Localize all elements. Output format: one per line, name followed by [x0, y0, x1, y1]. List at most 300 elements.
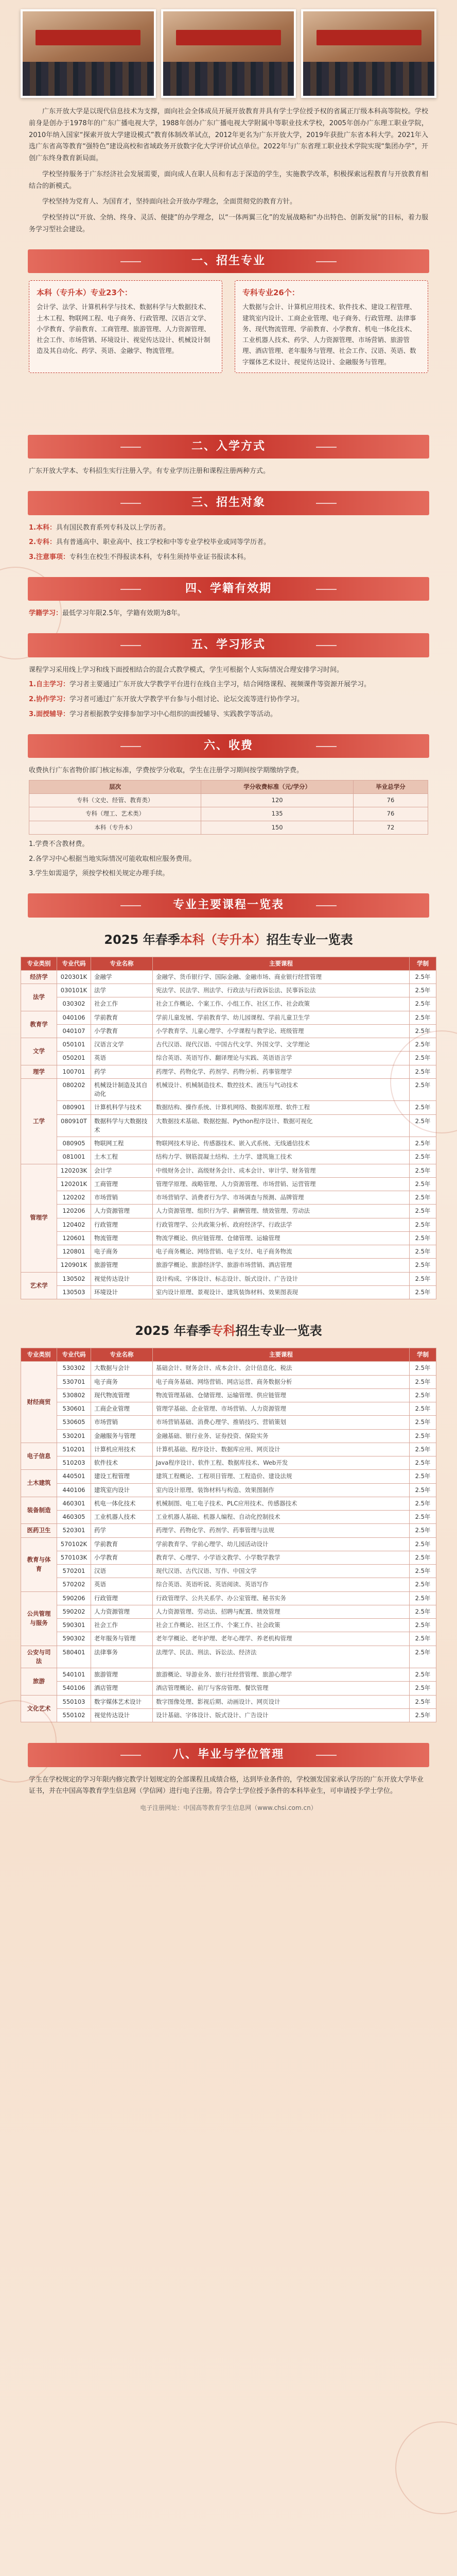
major-code: 570202 [57, 1578, 91, 1591]
major-courses: 小学教育学、儿童心理学、小学课程与教学论、班级管理 [153, 1024, 410, 1038]
major-courses: 金融基础、银行业务、证券投资、保险实务 [153, 1429, 410, 1443]
major-name: 建设工程管理 [91, 1470, 153, 1483]
table-row [21, 1245, 436, 1259]
major-courses: 物联网技术导论、传感器技术、嵌入式系统、无线通信技术 [153, 1137, 410, 1150]
major-duration: 2.5年 [410, 1078, 436, 1101]
major-name: 工业机器人技术 [91, 1511, 153, 1524]
major-name: 学前教育 [91, 1011, 153, 1024]
table-row [21, 1177, 436, 1191]
major-name: 英语 [91, 1052, 153, 1065]
major-duration: 2.5年 [410, 1632, 436, 1646]
major-code: 530701 [57, 1375, 91, 1388]
major-duration: 2.5年 [410, 1052, 436, 1065]
major-code: 050201 [57, 1052, 91, 1065]
major-name: 小学教育 [91, 1024, 153, 1038]
major-name: 金融学 [91, 970, 153, 984]
major-name: 物联网工程 [91, 1137, 153, 1150]
footer-note: 电子注册网址：中国高等教育学生信息网（www.chsi.com.cn） [140, 1804, 317, 1811]
major-name: 工商企业管理 [91, 1402, 153, 1416]
target-item: 1.本科：具有国民教育系列专科及以上学历者。 [29, 523, 170, 532]
major-courses: 人力资源管理、组织行为学、薪酬管理、绩效管理、劳动法 [153, 1205, 410, 1218]
table-row [21, 984, 436, 997]
major-duration: 2.5年 [410, 1578, 436, 1591]
major-name: 旅游管理 [91, 1668, 153, 1682]
major-category: 工学 [21, 1078, 57, 1164]
target-item: 2.专科：具有普通高中、职业高中、技工学校和中等专业学校毕业或同等学历者。 [29, 538, 270, 547]
major-courses: 古代汉语、现代汉语、中国古代文学、外国文学、文学理论 [153, 1038, 410, 1052]
fee-header: 学分收费标准（元/学分） [201, 780, 354, 793]
table-row: 本科（专升本） 150 72 [29, 821, 428, 834]
major-code: 030101K [57, 984, 91, 997]
major-duration: 2.5年 [410, 1150, 436, 1164]
major-name: 市场营销 [91, 1416, 153, 1429]
major-name: 工商管理 [91, 1177, 153, 1191]
major-code: 040106 [57, 1011, 91, 1024]
fee-note: 3.学生如需退学，须按学校相关规定办理手续。 [29, 870, 169, 878]
major-duration: 2.5年 [410, 1137, 436, 1150]
major-code: 520301 [57, 1524, 91, 1537]
study-item: 3.面授辅导：学习者根据教学安排参加学习中心组织的面授辅导、实践教学等活动。 [29, 710, 277, 718]
major-name: 老年服务与管理 [91, 1632, 153, 1646]
table-row [21, 1150, 436, 1164]
major-duration: 2.5年 [410, 1362, 436, 1375]
major-code: 080901 [57, 1101, 91, 1114]
major-category: 医药卫生 [21, 1524, 57, 1537]
major-duration: 2.5年 [410, 1591, 436, 1605]
major-courses: 现代汉语、古代汉语、写作、中国文学 [153, 1565, 410, 1578]
table-row [21, 1497, 436, 1510]
major-courses: 物流学概论、供应链管理、仓储管理、运输管理 [153, 1231, 410, 1245]
table-row [21, 1470, 436, 1483]
decoration-cloud [395, 2421, 457, 2514]
major-code: 570103K [57, 1551, 91, 1564]
major-courses: Java程序设计、软件工程、数据库技术、Web开发 [153, 1456, 410, 1470]
table-row [21, 1101, 436, 1114]
college-majors-table: 专业类别 专业代码 专业名称 主要课程 学制 财经商贸 530302 大数据与会计 基础会计、财务会计、成本会计、会计信息化、税法 2.5年 530701 电子商务 电子商务基础、网络营销、网店运营、商务数据分析 2.5年 530802 现代物流管理 物流管理基础、仓储管理、运输管理、供应链管理 2.5年 530601 工商企业管理 管理学基础、企业管理、市场营销、人力资源管理 2.5年 530605 市场营销 市场营销基础、消费心理学、推销技巧、营销策划 2.5年 530201 金融服务与管理 金融基础、银行业务、证券投资、保险实务 2.5年 电子信息 510201 计算机应用技术 计算机基础、程序设计、数据库应用、网页设计 2.5年 510203 软件技术 Java程序设计、软件工程、数据库技术、Web开发 2.5年 土木建筑 440501 建设工程管理 建筑工程概论、工程项目管理、工程造价、建设法规 2.5年 440106 建筑室内设计 室内设计原理、装饰材料与构造、效果图制作 2.5年 装备制造 460301 机电一体化技术 机械制图、电工电子技术、PLC应用技术、传感器技术 2.5年 460305 工业机器人技术 工业机器人基础、机器人编程、自动化控制技术 2.5年 医药卫生 520301 药学 药理学、药物化学、药剂学、药事管理与法规 2.5年 教育与体育 570102K 学前教育 学前教育学、学前心理学、幼儿园活动设计 2.5年 570103K 小学教育 教育学、心理学、小学语文教学、小学数学教学 2.5年 570201 汉语 现代汉语、古代汉语、写作、中国文学 2.5年 570202 英语 综合英语、英语听说、英语阅读、英语写作 2.5年 公共管理与服务 590206 行政管理 行政管理学、公共关系学、办公室管理、秘书实务 2.5年 590202 人力资源管理 人力资源管理、劳动法、招聘与配置、绩效管理 2.5年 590301 社会工作 社会工作概论、社区工作、个案工作、社会政策 2.5年 590302 老年服务与管理 老年学概论、老年护理、老年心理学、养老机构管理 2.5年 公安与司法 580401 法律事务 法理学、民法、刑法、诉讼法、经济法 2.5年 旅游 540101 旅游管理 旅游概论、导游业务、旅行社经营管理、旅游心理学 2.5年 540106 酒店管理 酒店管理概论、前厅与客房管理、餐饮管理 2.5年 文化艺术 550103 数字媒体艺术设计 数字图像处理、影视后期、动画设计、网页设计 2.5年 550102 视觉传达设计 设计基础、字体设计、版式设计、广告设计 2.5年 [21, 1348, 436, 1722]
table-row [21, 1164, 436, 1177]
table-row [21, 1632, 436, 1646]
major-duration: 2.5年 [410, 1065, 436, 1078]
major-name: 机械设计制造及其自动化 [91, 1078, 153, 1101]
major-courses: 教育学、心理学、小学语文教学、小学数学教学 [153, 1551, 410, 1564]
major-code: 020301K [57, 970, 91, 984]
table-row [21, 1218, 436, 1231]
major-name: 电子商务 [91, 1375, 153, 1388]
intro-paragraph: 广东开放大学是以现代信息技术为支撑，面向社会全体成员开展开放教育并具有学士学位授予权的省属正厅级本科高等院校。学校前身是创办于1978年的广东广播电视大学，1988年创办广东广播电视大学附属中等职业技术学校，2005年创办广东理工职业学院，2010年纳入国家“探索开放大学建设模式”教育体制改革试点，2012年更名为广东开放大学，2019年获批广东省本科大学。2021年入选广东省高等教育“强特色”建设高校和省域政务开放数字化大学评价试点单位。2022年与广东省理工职业技术学院实现“集团办学”，开创广东终身教育新局面。 [29, 108, 428, 162]
major-code: 130502 [57, 1272, 91, 1285]
major-duration: 2.5年 [410, 984, 436, 997]
major-code: 530302 [57, 1362, 91, 1375]
major-category: 土木建筑 [21, 1470, 57, 1497]
table-row [21, 970, 436, 984]
major-duration: 2.5年 [410, 1646, 436, 1668]
major-code: 100701 [57, 1065, 91, 1078]
major-code: 460301 [57, 1497, 91, 1510]
major-name: 法学 [91, 984, 153, 997]
major-courses: 老年学概论、老年护理、老年心理学、养老机构管理 [153, 1632, 410, 1646]
major-code: 120202 [57, 1191, 91, 1205]
major-duration: 2.5年 [410, 1551, 436, 1564]
major-code: 510203 [57, 1456, 91, 1470]
major-courses: 旅游学概论、旅游经济学、旅游市场营销、酒店管理 [153, 1259, 410, 1272]
major-duration: 2.5年 [410, 1101, 436, 1114]
intro-paragraph: 学校坚持为党育人、为国育才，坚持面向社会开放办学理念，全面贯彻党的教育方针。 [42, 198, 297, 206]
major-category: 文学 [21, 1038, 57, 1065]
table-row [21, 1191, 436, 1205]
table-row [21, 1416, 436, 1429]
major-name: 市场营销 [91, 1191, 153, 1205]
major-code: 120601 [57, 1231, 91, 1245]
table-row [21, 1483, 436, 1497]
major-duration: 2.5年 [410, 1038, 436, 1052]
major-name: 电子商务 [91, 1245, 153, 1259]
major-courses: 数字图像处理、影视后期、动画设计、网页设计 [153, 1695, 410, 1708]
event-photo [301, 9, 436, 98]
card-title: 专科专业26个： [242, 288, 300, 297]
major-code: 120402 [57, 1218, 91, 1231]
fee-intro: 收费执行广东省物价部门核定标准，学费按学分收取，学生在注册学习期间按学期缴纳学费。 [29, 767, 304, 774]
major-courses: 综合英语、英语听说、英语阅读、英语写作 [153, 1578, 410, 1591]
major-name: 土木工程 [91, 1150, 153, 1164]
major-duration: 2.5年 [410, 1272, 436, 1285]
table-row [21, 1065, 436, 1078]
major-name: 会计学 [91, 1164, 153, 1177]
major-courses: 人力资源管理、劳动法、招聘与配置、绩效管理 [153, 1605, 410, 1618]
major-courses: 市场营销学、消费者行为学、市场调查与预测、品牌管理 [153, 1191, 410, 1205]
major-code: 530601 [57, 1402, 91, 1416]
table-row [21, 1137, 436, 1150]
major-duration: 2.5年 [410, 1470, 436, 1483]
major-name: 数据科学与大数据技术 [91, 1114, 153, 1137]
major-name: 数字媒体艺术设计 [91, 1695, 153, 1708]
major-courses: 数据结构、操作系统、计算机网络、数据库原理、软件工程 [153, 1101, 410, 1114]
major-name: 金融服务与管理 [91, 1429, 153, 1443]
major-code: 530201 [57, 1429, 91, 1443]
major-code: 130503 [57, 1285, 91, 1299]
table-row [21, 1429, 436, 1443]
major-name: 建筑室内设计 [91, 1483, 153, 1497]
study-list [0, 665, 457, 721]
graduation-text: 学生在学校规定的学习年限内修完教学计划规定的全部课程且成绩合格，达到毕业条件的，学校颁发国家承认学历的广东开放大学毕业证书，并在中国高等教育学生信息网（学信网）进行电子注册。符合学士学位授予条件的本科毕业生，可申请授予学士学位。 [29, 1775, 424, 1795]
table-row [21, 1259, 436, 1272]
major-duration: 2.5年 [410, 997, 436, 1011]
table-row [21, 1052, 436, 1065]
fee-table [29, 780, 428, 835]
major-code: 120901K [57, 1259, 91, 1272]
major-name: 人力资源管理 [91, 1205, 153, 1218]
major-code: 080905 [57, 1137, 91, 1150]
major-code: 570102K [57, 1537, 91, 1551]
major-duration: 2.5年 [410, 1218, 436, 1231]
major-courses: 工业机器人基础、机器人编程、自动化控制技术 [153, 1511, 410, 1524]
major-duration: 2.5年 [410, 1537, 436, 1551]
major-name: 汉语言文学 [91, 1038, 153, 1052]
table-row [21, 1682, 436, 1695]
major-duration: 2.5年 [410, 1429, 436, 1443]
major-name: 社会工作 [91, 1619, 153, 1632]
major-code: 590202 [57, 1605, 91, 1618]
major-courses: 药理学、药物化学、药剂学、药事管理与法规 [153, 1524, 410, 1537]
table-row [21, 997, 436, 1011]
major-courses: 建筑工程概论、工程项目管理、工程造价、建设法规 [153, 1470, 410, 1483]
study-item: 1.自主学习：学习者主要通过广东开放大学教学平台进行在线自主学习，结合网络课程、视频课件等资源开展学习。 [29, 681, 371, 689]
major-name: 小学教育 [91, 1551, 153, 1564]
major-duration: 2.5年 [410, 1375, 436, 1388]
major-courses: 管理学基础、企业管理、市场营销、人力资源管理 [153, 1402, 410, 1416]
major-duration: 2.5年 [410, 1565, 436, 1578]
major-name: 学前教育 [91, 1537, 153, 1551]
major-duration: 2.5年 [410, 1114, 436, 1137]
major-name: 大数据与会计 [91, 1362, 153, 1375]
major-duration: 2.5年 [410, 1456, 436, 1470]
table-row [21, 1375, 436, 1388]
major-courses: 社会工作概论、个案工作、小组工作、社区工作、社会政策 [153, 997, 410, 1011]
section-title-graduation: 八、毕业与学位管理 [28, 1743, 429, 1767]
major-code: 040107 [57, 1024, 91, 1038]
major-duration: 2.5年 [410, 1245, 436, 1259]
major-name: 机电一体化技术 [91, 1497, 153, 1510]
major-code: 120801 [57, 1245, 91, 1259]
major-code: 080202 [57, 1078, 91, 1101]
major-code: 120203K [57, 1164, 91, 1177]
major-name: 人力资源管理 [91, 1605, 153, 1618]
bachelor-majors-card [29, 280, 222, 373]
major-category: 法学 [21, 984, 57, 1011]
table-row [21, 1443, 436, 1456]
bachelor-list-title: 2025 年春季本科（专升本）招生专业一览表 [104, 932, 353, 947]
major-courses: 物流管理基础、仓储管理、运输管理、供应链管理 [153, 1388, 410, 1402]
table-row [21, 1231, 436, 1245]
table-row [21, 1114, 436, 1137]
major-code: 550102 [57, 1708, 91, 1722]
major-category: 艺术学 [21, 1272, 57, 1299]
major-name: 行政管理 [91, 1591, 153, 1605]
major-name: 社会工作 [91, 997, 153, 1011]
major-courses: 药理学、药物化学、药剂学、药物分析、药事管理学 [153, 1065, 410, 1078]
major-category: 公安与司法 [21, 1646, 57, 1668]
major-name: 英语 [91, 1578, 153, 1591]
major-courses: 学前儿童发展、学前教育学、幼儿园课程、学前儿童卫生学 [153, 1011, 410, 1024]
table-row [21, 1511, 436, 1524]
major-name: 法律事务 [91, 1646, 153, 1668]
major-duration: 2.5年 [410, 970, 436, 984]
major-courses: 基础会计、财务会计、成本会计、会计信息化、税法 [153, 1362, 410, 1375]
major-code: 530802 [57, 1388, 91, 1402]
major-duration: 2.5年 [410, 1511, 436, 1524]
target-list [0, 522, 457, 564]
major-courses: 管理学原理、战略管理、人力资源管理、市场营销、运营管理 [153, 1177, 410, 1191]
major-code: 540106 [57, 1682, 91, 1695]
major-category: 管理学 [21, 1164, 57, 1272]
fee-header: 毕业总学分 [353, 780, 428, 793]
major-category: 经济学 [21, 970, 57, 984]
major-duration: 2.5年 [410, 1024, 436, 1038]
table-row [21, 1668, 436, 1682]
major-code: 050101 [57, 1038, 91, 1052]
table-row [21, 1578, 436, 1591]
major-duration: 2.5年 [410, 1695, 436, 1708]
major-duration: 2.5年 [410, 1164, 436, 1177]
major-courses: 金融学、货币银行学、国际金融、金融市场、商业银行经营管理 [153, 970, 410, 984]
major-code: 120201K [57, 1177, 91, 1191]
major-duration: 2.5年 [410, 1497, 436, 1510]
section-title-fee: 六、收费 [28, 734, 429, 758]
major-category: 教育与体育 [21, 1537, 57, 1591]
major-duration: 2.5年 [410, 1443, 436, 1456]
major-courses: 学前教育学、学前心理学、幼儿园活动设计 [153, 1537, 410, 1551]
major-courses: 计算机基础、程序设计、数据库应用、网页设计 [153, 1443, 410, 1456]
major-courses: 综合英语、英语写作、翻译理论与实践、英语语言学 [153, 1052, 410, 1065]
major-category: 教育学 [21, 1011, 57, 1038]
photo-strip [0, 0, 457, 98]
major-courses: 社会工作概论、社区工作、个案工作、社会政策 [153, 1619, 410, 1632]
table-row [21, 1038, 436, 1052]
major-courses: 市场营销基础、消费心理学、推销技巧、营销策划 [153, 1416, 410, 1429]
major-duration: 2.5年 [410, 1524, 436, 1537]
major-duration: 2.5年 [410, 1191, 436, 1205]
major-code: 530605 [57, 1416, 91, 1429]
table-row [21, 1011, 436, 1024]
table-row [21, 1524, 436, 1537]
major-code: 030302 [57, 997, 91, 1011]
major-name: 环境设计 [91, 1285, 153, 1299]
study-intro: 课程学习采用线上学习和线下面授相结合的混合式教学模式，学生可根据个人实际情况合理安排学习时间。 [29, 666, 344, 674]
table-row [21, 1205, 436, 1218]
major-courses: 宪法学、民法学、刑法学、行政法与行政诉讼法、民事诉讼法 [153, 984, 410, 997]
major-name: 软件技术 [91, 1456, 153, 1470]
section-title-entry: 二、入学方式 [28, 435, 429, 459]
table-row: 专科（理工、艺术类） 135 76 [29, 807, 428, 821]
major-duration: 2.5年 [410, 1668, 436, 1682]
school-intro [0, 98, 457, 236]
table-row [21, 1272, 436, 1285]
major-category: 旅游 [21, 1668, 57, 1696]
card-title: 本科（专升本）专业23个： [37, 288, 132, 297]
major-courses: 电子商务基础、网络营销、网店运营、商务数据分析 [153, 1375, 410, 1388]
major-duration: 2.5年 [410, 1388, 436, 1402]
major-code: 590301 [57, 1619, 91, 1632]
event-photo [21, 9, 156, 98]
fee-note: 2.各学习中心根据当地实际情况可能收取相应服务费用。 [29, 855, 196, 863]
table-row [21, 1402, 436, 1416]
major-category: 财经商贸 [21, 1362, 57, 1443]
major-code: 590302 [57, 1632, 91, 1646]
major-category: 公共管理与服务 [21, 1591, 57, 1646]
major-name: 行政管理 [91, 1218, 153, 1231]
major-courses: 大数据技术基础、数据挖掘、Python程序设计、数据可视化 [153, 1114, 410, 1137]
term-text: 学籍学习：最低学习年限2.5年，学籍有效期为8年。 [29, 609, 184, 618]
card-text: 大数据与会计、计算机应用技术、软件技术、建设工程管理、建筑室内设计、工商企业管理、电子商务、行政管理、法律事务、现代物流管理、学前教育、小学教育、机电一体化技术、工业机器人技术、药学、人力资源管理、市场营销、旅游管理、酒店管理、老年服务与管理、社会工作、汉语、英语、数字媒体艺术设计、视觉传达设计、金融服务与管理。 [242, 303, 416, 366]
section-title-study: 五、学习形式 [28, 633, 429, 657]
major-courses: 旅游概论、导游业务、旅行社经营管理、旅游心理学 [153, 1668, 410, 1682]
table-row [21, 1551, 436, 1564]
target-item: 3.注意事项：专科生在校生不得报读本科，专科生须持毕业证书报读本科。 [29, 553, 250, 561]
major-courses: 设计构成、字体设计、标志设计、版式设计、广告设计 [153, 1272, 410, 1285]
fee-header: 层次 [29, 780, 201, 793]
major-courses: 行政管理学、公共关系学、办公室管理、秘书实务 [153, 1591, 410, 1605]
section-title-courses: 专业主要课程一览表 [28, 893, 429, 918]
major-category: 电子信息 [21, 1443, 57, 1470]
section-title-majors: 一、招生专业 [28, 249, 429, 274]
major-category: 装备制造 [21, 1497, 57, 1524]
college-list-title: 2025 年春季专科招生专业一览表 [135, 1324, 322, 1338]
table-row [21, 1456, 436, 1470]
major-name: 计算机应用技术 [91, 1443, 153, 1456]
table-row [21, 1565, 436, 1578]
major-courses: 电子商务概论、网络营销、电子支付、电子商务物流 [153, 1245, 410, 1259]
major-duration: 2.5年 [410, 1402, 436, 1416]
table-row [21, 1362, 436, 1375]
major-courses: 中级财务会计、高级财务会计、成本会计、审计学、财务管理 [153, 1164, 410, 1177]
major-code: 440501 [57, 1470, 91, 1483]
table-row [21, 1537, 436, 1551]
major-duration: 2.5年 [410, 1682, 436, 1695]
major-name: 汉语 [91, 1565, 153, 1578]
table-row [21, 1708, 436, 1722]
intro-paragraph: 学校坚持服务于广东经济社会发展需要，面向成人在职人员和有志于深造的学生，实施教学改革，积极探索远程教育与开放教育相结合的新模式。 [29, 170, 428, 190]
major-courses: 机械制图、电工电子技术、PLC应用技术、传感器技术 [153, 1497, 410, 1510]
major-courses: 结构力学、钢筋混凝土结构、土力学、建筑施工技术 [153, 1150, 410, 1164]
table-row [21, 1024, 436, 1038]
major-name: 现代物流管理 [91, 1388, 153, 1402]
major-duration: 2.5年 [410, 1708, 436, 1722]
major-courses: 设计基础、字体设计、版式设计、广告设计 [153, 1708, 410, 1722]
event-photo [161, 9, 296, 98]
major-category: 文化艺术 [21, 1695, 57, 1722]
major-name: 视觉传达设计 [91, 1708, 153, 1722]
major-name: 药学 [91, 1524, 153, 1537]
table-row [21, 1285, 436, 1299]
major-duration: 2.5年 [410, 1619, 436, 1632]
major-duration: 2.5年 [410, 1231, 436, 1245]
major-duration: 2.5年 [410, 1416, 436, 1429]
table-row [21, 1619, 436, 1632]
fee-note: 1.学费不含教材费。 [29, 840, 89, 848]
major-category: 理学 [21, 1065, 57, 1078]
major-duration: 2.5年 [410, 1605, 436, 1618]
table-row [21, 1646, 436, 1668]
section-title-target: 三、招生对象 [28, 491, 429, 515]
table-row: 专科（文史、经管、教育类） 120 76 [29, 794, 428, 807]
table-row [21, 1591, 436, 1605]
major-name: 计算机科学与技术 [91, 1101, 153, 1114]
major-duration: 2.5年 [410, 1285, 436, 1299]
major-code: 510201 [57, 1443, 91, 1456]
major-duration: 2.5年 [410, 1259, 436, 1272]
section-title-term: 四、学籍有效期 [28, 577, 429, 601]
college-majors-card [235, 280, 428, 373]
major-code: 540101 [57, 1668, 91, 1682]
major-duration: 2.5年 [410, 1177, 436, 1191]
major-code: 550103 [57, 1695, 91, 1708]
table-row [21, 1078, 436, 1101]
table-row [21, 1605, 436, 1618]
major-courses: 室内设计原理、景观设计、建筑装饰材料、效果图表现 [153, 1285, 410, 1299]
major-courses: 行政管理学、公共政策分析、政府经济学、行政法学 [153, 1218, 410, 1231]
majors-cards [0, 280, 457, 373]
major-code: 580401 [57, 1646, 91, 1668]
major-name: 物流管理 [91, 1231, 153, 1245]
major-courses: 室内设计原理、装饰材料与构造、效果图制作 [153, 1483, 410, 1497]
major-code: 570201 [57, 1565, 91, 1578]
major-code: 080910T [57, 1114, 91, 1137]
major-code: 460305 [57, 1511, 91, 1524]
major-courses: 法理学、民法、刑法、诉讼法、经济法 [153, 1646, 410, 1668]
card-text: 会计学、法学、计算机科学与技术、数据科学与大数据技术、土木工程、物联网工程、电子商务、行政管理、汉语言文学、小学教育、学前教育、工商管理、旅游管理、人力资源管理、社会工作、市场营销、环境设计、视觉传达设计、机械设计制造及其自动化、药学、英语、金融学、物流管理。 [37, 303, 210, 355]
major-name: 视觉传达设计 [91, 1272, 153, 1285]
major-courses: 机械设计、机械制造技术、数控技术、液压与气动技术 [153, 1078, 410, 1101]
study-item: 2.协作学习：学习者可通过广东开放大学教学平台参与小组讨论、论坛交流等进行协作学习。 [29, 696, 304, 703]
